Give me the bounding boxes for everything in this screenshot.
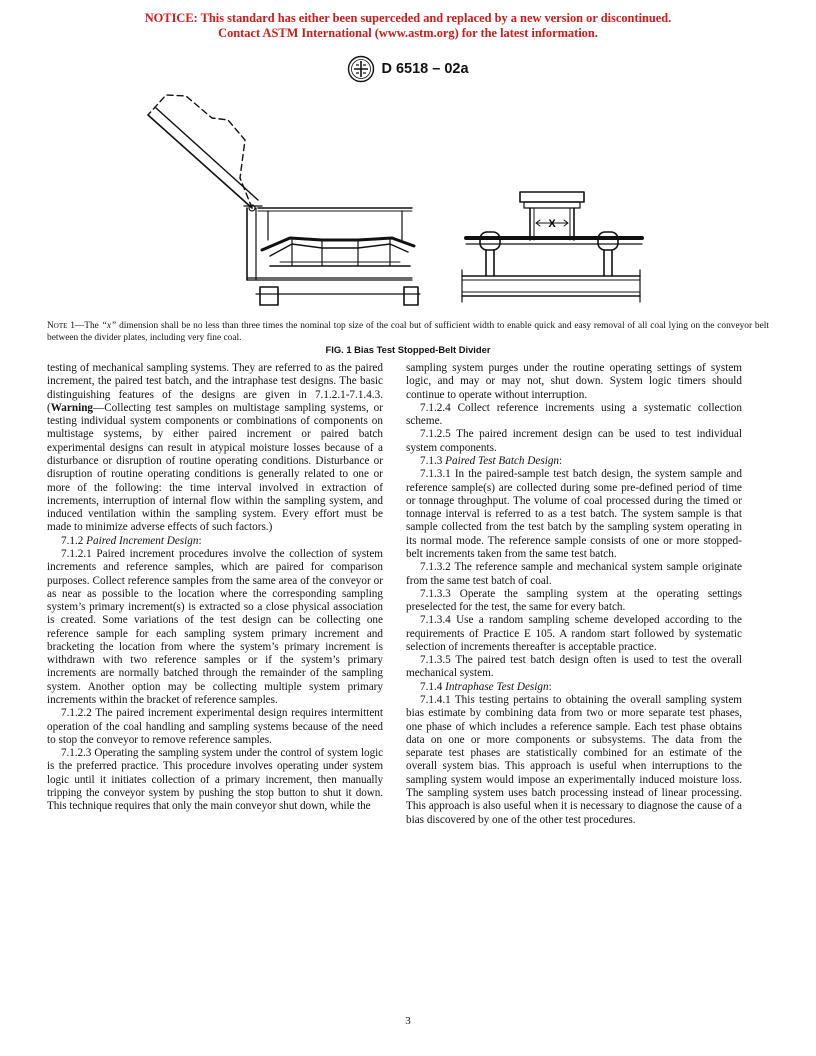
section-title: Paired Test Batch Design xyxy=(445,454,560,467)
right-column xyxy=(406,362,742,827)
paragraph-7-1-3-1: 7.1.3.1 In the paired-sample test batch design, the system sample and reference sample(s) are collected during some pre-defined period of time or tonnage throughput. The volume of coal processed during the timed or tonnage interval is referred to as a test batch. The system sample is that sample collected from the test batch by the sampling system operating in its normal mode. The reference sample consists of one or more stopped-belt increments taken from the same test batch. xyxy=(406,468,742,560)
paragraph-7-1-3-4: 7.1.3.4 Use a random sampling scheme developed according to the requirements of Practice E 105. A random start followed by systematic selection of increments thereafter is acceptable practice. xyxy=(406,614,742,653)
left-column xyxy=(47,362,383,814)
section-number: 7.1.4 xyxy=(420,680,446,693)
section-number: 7.1.3 xyxy=(420,454,446,467)
page-number: 3 xyxy=(405,1015,411,1027)
section-number: 7.1.2 xyxy=(61,534,87,547)
paragraph-continued xyxy=(47,362,383,535)
stopped-belt-divider-figure xyxy=(0,80,816,320)
paragraph-7-1-3-2: 7.1.3.2 The reference sample and mechanical system sample originate from the same test batch of coal. xyxy=(406,561,742,587)
x-dimension-label: X xyxy=(548,218,556,230)
note-text: dimension shall be no less than three times the nominal top size of the coal but of sufficient width to enable quick and easy removal of all coal lying on the conveyor belt between the divider plates, including very fine coal. xyxy=(47,321,769,343)
paragraph-7-1-2-5: 7.1.2.5 The paired increment design can be used to test individual system components. xyxy=(406,428,742,454)
note-label: Note 1 xyxy=(47,321,75,331)
note-dash: —The xyxy=(74,321,102,331)
paragraph-text: testing of mechanical sampling systems. They are referred to as the paired increment, the paired test batch, and the intraphase test designs. The basic distinguishing features of the designs are given in 7.1.2.1-7.1.4.3. ( xyxy=(47,362,383,414)
section-title: Paired Increment Design xyxy=(86,534,199,547)
standard-designation: D 6518 – 02a xyxy=(381,61,469,77)
warning-text: —Collecting test samples on multistage sampling systems, or testing individual system components or combinations of components on multistage systems, by either paired increment or paired batch experimental designs can result in atypical moisture losses because of a disturbance or disruption of routine operating conditions. Disturbance or disruption of routine operating conditions is generally related to one or more of the following: the time interval involved in extraction of increments, interruption of internal flow within the sampling system, and induced ventilation within the sampling system. Every effort must be made to minimize adverse effects of such factors.) xyxy=(47,401,383,534)
paragraph-7-1-3-5: 7.1.3.5 The paired test batch design often is used to test the overall mechanical system. xyxy=(406,654,742,680)
warning-label: Warning xyxy=(50,401,94,414)
paragraph-7-1-2-4: 7.1.2.4 Collect reference increments using a systematic collection scheme. xyxy=(406,401,742,428)
astm-logo-icon xyxy=(347,55,375,83)
paragraph-7-1-4-1: 7.1.4.1 This testing pertains to obtaining the overall sampling system bias estimate by combining data from two or more separate test phases, one phase of which includes a reference sample. Each test phase obtains data on one or more components or subsystems. The data from the separate test phases are statistically combined for an estimate of the overall system bias. This approach is useful when interruptions to the sampling system would impose an experimentally induced moisture loss. The sampling system uses batch processing instead of linear processing. This approach is also useful when it is necessary to diagnose the cause of a bias discovered by one of the other test procedures. xyxy=(406,694,742,826)
paragraph-7-1-2-1: 7.1.2.1 Paired increment procedures involve the collection of system increments and reference samples, which are paired for comparison purposes. Collect reference samples from the same area of the conveyor or as near as possible to the location where the corresponding sampling system’s primary increment(s) is extracted so a close physical association is created. Some variations of the test design can be collecting one reference sample for each sampling system primary increment and bracketing the location from where the system’s primary increment is withdrawn with two reference samples or if the system’s primary increments are normally batched through the remainder of the sampling system. Another option may be collecting multiple system primary increments within the bracket of reference samples. xyxy=(47,547,383,707)
paragraph-continued-right: sampling system purges under the routine operating settings of system logic, and may or may not, shut down. System logic timers should continue to operate without interruption. xyxy=(406,362,742,401)
figure-note xyxy=(47,321,769,344)
section-heading-7-1-3 xyxy=(406,455,742,468)
section-title: Intraphase Test Design xyxy=(445,680,549,693)
notice-line-1: NOTICE: This standard has either been superceded and replaced by a new version or discontinued. xyxy=(144,11,672,25)
section-colon: : xyxy=(548,680,552,693)
figure-caption: FIG. 1 Bias Test Stopped-Belt Divider xyxy=(325,344,491,355)
section-heading-7-1-4 xyxy=(406,681,742,694)
document-header xyxy=(0,55,816,83)
section-heading-7-1-2 xyxy=(47,535,383,548)
paragraph-7-1-2-3: 7.1.2.3 Operating the sampling system under the control of system logic is the preferred practice. This procedure involves operating under system logic until it initiates collection of a primary increment, then manually tripping the conveyor system by pushing the stop button to shut it down. This technique requires that only the main conveyor shut down, while the xyxy=(47,747,383,813)
section-colon: : xyxy=(559,454,563,467)
paragraph-7-1-2-2: 7.1.2.2 The paired increment experimental design requires intermittent operation of the coal handling and sampling systems because of the need to stop the conveyor to remove reference samples. xyxy=(47,707,383,746)
supersession-notice xyxy=(0,11,816,41)
paragraph-7-1-3-3: 7.1.3.3 Operate the sampling system at the operating settings preselected for the test, the same for every batch. xyxy=(406,587,742,614)
notice-line-2: Contact ASTM International (www.astm.org) for the latest information. xyxy=(218,26,598,40)
section-colon: : xyxy=(198,534,202,547)
note-x: “x” xyxy=(101,321,117,331)
